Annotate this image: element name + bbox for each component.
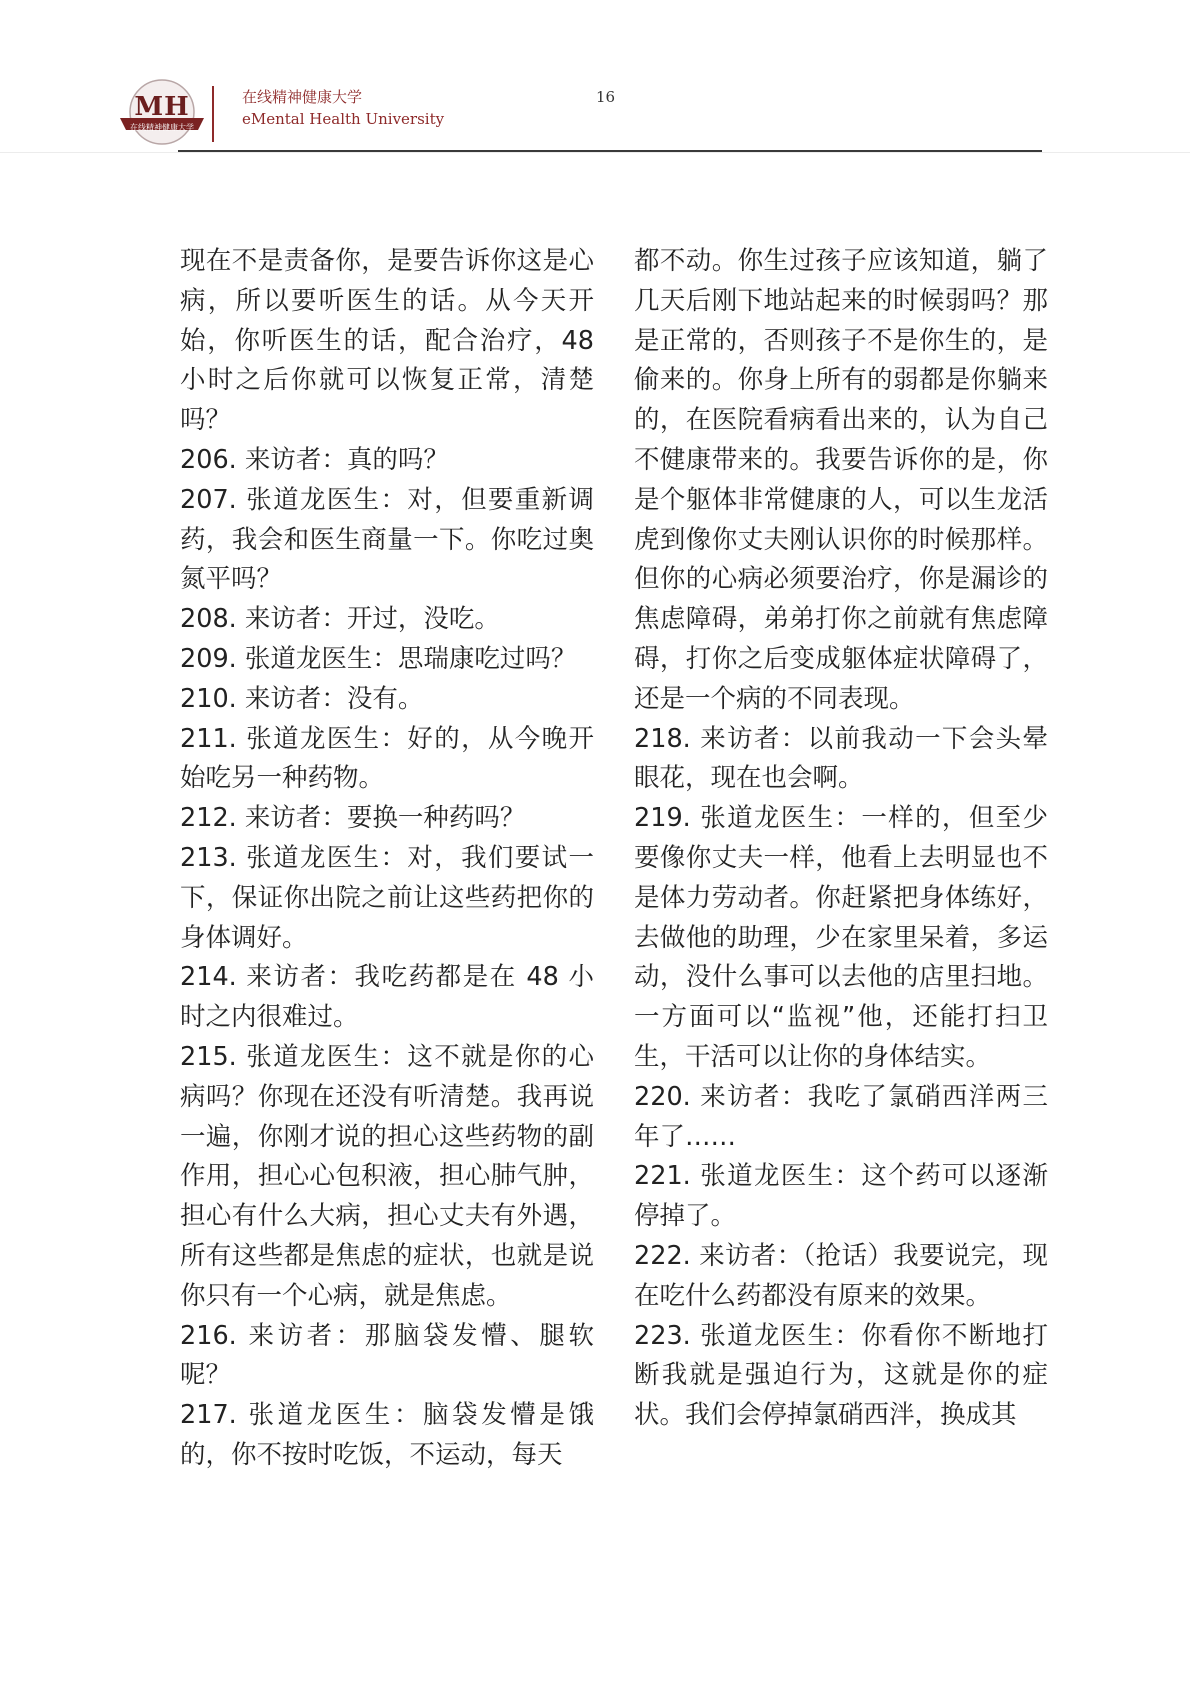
paragraph: 217. 张道龙医生：脑袋发懵是饿的，你不按时吃饭，不运动，每天 xyxy=(180,1400,594,1470)
logo-subtitle: 在线精神健康大学 xyxy=(130,123,194,132)
logo-mark: MH xyxy=(134,92,190,122)
paragraph: 215. 张道龙医生：这不就是你的心病吗？你现在还没有听清楚。我再说一遍，你刚才说的担心这些药物的副作用，担心心包积液，担心肺气肿，担心有什么大病，担心丈夫有外遇，所有这些都是焦虑的症状，也就是说你只有一个心病，就是焦虑。 xyxy=(180,1041,594,1311)
paragraph: 209. 张道龙医生：思瑞康吃过吗？ xyxy=(180,643,577,674)
paragraph: 现在不是责备你，是要告诉你这是心病，所以要听医生的话。从今天开始，你听医生的话，配合治疗，48 小时之后你就可以恢复正常，清楚吗？ xyxy=(180,246,594,436)
paragraph: 218. 来访者：以前我动一下会头晕眼花，现在也会啊。 xyxy=(634,723,1048,794)
paragraph: 210. 来访者：没有。 xyxy=(180,683,424,714)
org-name-cn: 在线精神健康大学 xyxy=(242,88,363,106)
right-column xyxy=(634,242,1048,1436)
page-number: 16 xyxy=(596,88,616,106)
paragraph: 213. 张道龙医生：对，我们要试一下，保证你出院之前让这些药把你的身体调好。 xyxy=(180,842,594,953)
paragraph: 221. 张道龙医生：这个药可以逐渐停掉了。 xyxy=(634,1161,1048,1232)
paragraph: 206. 来访者：真的吗？ xyxy=(180,444,449,475)
paragraph: 216. 来访者：那脑袋发懵、腿软呢？ xyxy=(180,1320,594,1391)
paragraph: 214. 来访者：我吃药都是在 48 小时之内很难过。 xyxy=(180,962,594,1033)
paragraph: 208. 来访者：开过，没吃。 xyxy=(180,604,500,635)
header-divider xyxy=(212,86,214,142)
header-light-rule xyxy=(0,152,1190,153)
org-name-en: eMental Health University xyxy=(242,110,445,128)
paragraph: 222. 来访者：（抢话）我要说完，现在吃什么药都没有原来的效果。 xyxy=(634,1240,1048,1311)
paragraph: 212. 来访者：要换一种药吗？ xyxy=(180,803,526,834)
university-logo xyxy=(118,78,206,146)
paragraph: 都不动。你生过孩子应该知道，躺了几天后刚下地站起来的时候弱吗？那是正常的，否则孩子不是你生的，是偷来的。你身上所有的弱都是你躺来的，在医院看病看出来的，认为自己不健康带来的。我要告诉你的是，你是个躯体非常健康的人，可以生龙活虎到像你丈夫刚认识你的时候那样。但你的心病必须要治疗，你是漏诊的焦虑障碍，弟弟打你之前就有焦虑障碍，打你之后变成躯体症状障碍了，还是一个病的不同表现。 xyxy=(634,246,1048,714)
paragraph: 211. 张道龙医生：好的，从今晚开始吃另一种药物。 xyxy=(180,723,594,794)
paragraph: 219. 张道龙医生：一样的，但至少要像你丈夫一样，他看上去明显也不是体力劳动者。你赶紧把身体练好，去做他的助理，少在家里呆着，多运动，没什么事可以去他的店里扫地。一方面可以“监视”他，还能打扫卫生，干活可以让你的身体结实。 xyxy=(634,803,1048,1072)
page-header xyxy=(0,0,1190,160)
paragraph: 223. 张道龙医生：你看你不断地打断我就是强迫行为，这就是你的症状。我们会停掉氯硝西泮，换成其 xyxy=(634,1320,1048,1431)
left-column xyxy=(180,242,594,1476)
paragraph: 220. 来访者：我吃了氯硝西洋两三年了…… xyxy=(634,1081,1048,1152)
paragraph: 207. 张道龙医生：对，但要重新调药，我会和医生商量一下。你吃过奥氮平吗？ xyxy=(180,484,594,595)
header-rule xyxy=(178,150,1042,152)
